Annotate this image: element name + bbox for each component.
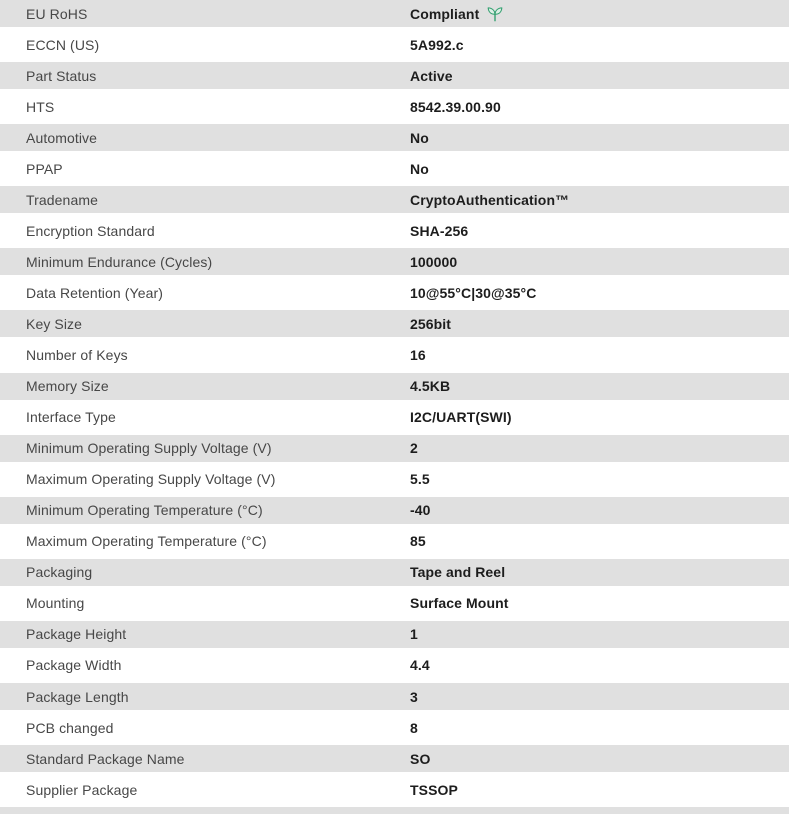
spec-value-cell [410, 689, 789, 705]
spec-row [0, 776, 789, 803]
spec-row [0, 404, 789, 431]
spec-value: 5.5 [410, 471, 430, 488]
spec-value-cell [410, 192, 789, 208]
spec-row [0, 559, 789, 586]
spec-label: HTS [26, 98, 55, 115]
spec-value-cell [410, 440, 789, 456]
spec-value: 8 [410, 719, 418, 736]
spec-label: Mounting [26, 595, 85, 612]
eco-leaf-icon [486, 5, 504, 23]
spec-value: I2C/UART(SWI) [410, 409, 512, 426]
spec-value-cell [410, 626, 789, 642]
spec-label: Package Height [26, 626, 127, 643]
spec-label: Standard Package Name [26, 750, 185, 767]
spec-row [0, 528, 789, 555]
spec-label: Interface Type [26, 409, 116, 426]
spec-row [0, 621, 789, 648]
spec-label: Minimum Operating Supply Voltage (V) [26, 440, 272, 457]
spec-row [0, 124, 789, 151]
spec-value: 100000 [410, 253, 458, 270]
spec-value-cell [410, 285, 789, 301]
spec-value-cell [410, 657, 789, 673]
spec-label: Package Width [26, 657, 122, 674]
spec-label: Minimum Endurance (Cycles) [26, 253, 213, 270]
spec-value: 5A992.c [410, 36, 464, 53]
spec-label: Supplier Package [26, 781, 138, 798]
spec-value: 256bit [410, 315, 452, 332]
spec-value: TSSOP [410, 781, 458, 798]
spec-label: Tradename [26, 191, 98, 208]
spec-row [0, 217, 789, 244]
spec-label: Automotive [26, 129, 98, 146]
spec-row [0, 373, 789, 400]
spec-row [0, 497, 789, 524]
spec-value: -40 [410, 502, 431, 519]
spec-value: 4.4 [410, 657, 430, 674]
spec-label: PPAP [26, 160, 63, 177]
spec-value-cell [410, 782, 789, 798]
spec-value: Surface Mount [410, 595, 509, 612]
spec-value-cell [410, 378, 789, 394]
spec-value: 16 [410, 347, 426, 364]
spec-row [0, 590, 789, 617]
spec-row [0, 248, 789, 275]
spec-value-cell [410, 223, 789, 239]
spec-row [0, 155, 789, 182]
spec-value: SO [410, 750, 431, 767]
spec-row [0, 310, 789, 337]
spec-value: 2 [410, 440, 418, 457]
spec-row [0, 745, 789, 772]
spec-label: Encryption Standard [26, 222, 155, 239]
spec-row [0, 279, 789, 306]
spec-label: ECCN (US) [26, 36, 100, 53]
spec-value: 3 [410, 688, 418, 705]
spec-value: Tape and Reel [410, 564, 506, 581]
spec-row [0, 652, 789, 679]
spec-row [0, 93, 789, 120]
spec-row [0, 342, 789, 369]
spec-value-cell [410, 37, 789, 53]
spec-label: Packaging [26, 564, 93, 581]
spec-value: Compliant [410, 5, 480, 22]
spec-label: Maximum Operating Temperature (°C) [26, 533, 267, 550]
spec-value-cell [410, 161, 789, 177]
spec-label: Number of Keys [26, 347, 128, 364]
spec-row [0, 435, 789, 462]
spec-value-cell [410, 5, 789, 23]
spec-value-cell [410, 564, 789, 580]
spec-row [0, 683, 789, 710]
spec-value: 1 [410, 626, 418, 643]
spec-label: Data Retention (Year) [26, 284, 163, 301]
spec-row [0, 466, 789, 493]
spec-value: No [410, 160, 429, 177]
spec-value-cell [410, 68, 789, 84]
spec-value: 8542.39.00.90 [410, 98, 501, 115]
spec-label: EU RoHS [26, 5, 88, 22]
spec-row [0, 31, 789, 58]
spec-label: Key Size [26, 315, 83, 332]
spec-value-cell [410, 751, 789, 767]
spec-value-cell [410, 720, 789, 736]
spec-value: 85 [410, 533, 426, 550]
spec-label: Package Length [26, 688, 129, 705]
spec-row [0, 186, 789, 213]
spec-row [0, 714, 789, 741]
spec-value: Active [410, 67, 453, 84]
spec-row [0, 0, 789, 27]
spec-value-cell [410, 254, 789, 270]
spec-label: Maximum Operating Supply Voltage (V) [26, 471, 276, 488]
spec-row [0, 62, 789, 89]
spec-value: 4.5KB [410, 378, 451, 395]
spec-value: SHA-256 [410, 222, 469, 239]
spec-value: 10@55°C|30@35°C [410, 284, 537, 301]
spec-label: PCB changed [26, 719, 114, 736]
spec-value: CryptoAuthentication™ [410, 191, 570, 208]
spec-value-cell [410, 99, 789, 115]
spec-label: Memory Size [26, 378, 109, 395]
spec-value-cell [410, 316, 789, 332]
spec-label: Minimum Operating Temperature (°C) [26, 502, 263, 519]
spec-value-cell [410, 130, 789, 146]
spec-value-cell [410, 347, 789, 363]
spec-value-cell [410, 595, 789, 611]
spec-value-cell [410, 471, 789, 487]
spec-value: No [410, 129, 429, 146]
spec-value-cell [410, 533, 789, 549]
spec-value-cell [410, 409, 789, 425]
spec-label: Part Status [26, 67, 97, 84]
spec-value-cell [410, 502, 789, 518]
